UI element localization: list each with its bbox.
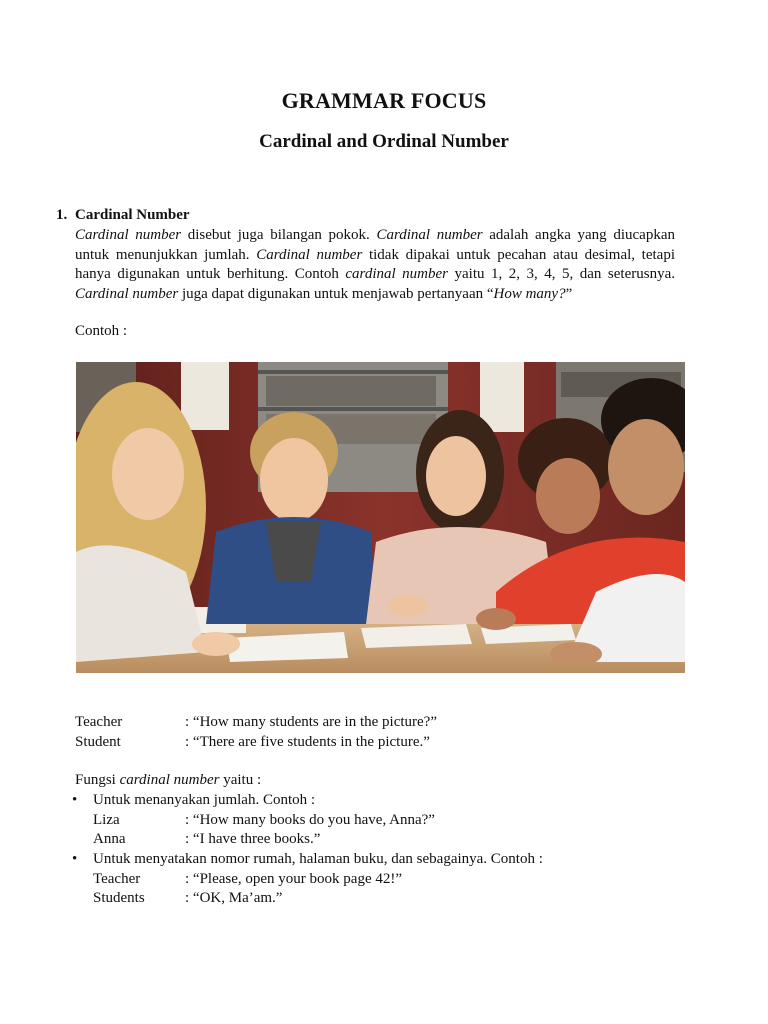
students-photo-image	[76, 362, 685, 673]
bullet-icon: •	[72, 792, 78, 808]
function-intro-text: yaitu :	[219, 772, 262, 788]
dialog-utterance: : “There are five students in the picture.”	[185, 734, 430, 750]
term-italic: How many?	[493, 285, 566, 302]
section-heading	[56, 207, 190, 224]
example-label: Contoh :	[75, 323, 128, 339]
section-number: 1.	[56, 207, 68, 223]
paragraph-text: untuk menunjukkan jumlah.	[75, 246, 257, 263]
term-italic: Cardinal number	[75, 285, 179, 302]
paragraph-text: juga dapat digunakan untuk menjawab pertanyaan “	[178, 285, 494, 302]
term-italic: Cardinal number	[75, 227, 182, 243]
section-title: Cardinal Number	[75, 207, 190, 223]
term-italic: Cardinal number	[256, 246, 363, 263]
paragraph-line	[75, 285, 675, 305]
paragraph-text: disebut juga bilangan pokok.	[181, 227, 377, 243]
function-intro	[75, 772, 261, 789]
paragraph-text: hanya digunakan untuk berhitung. Contoh	[75, 266, 346, 282]
function-intro-text: Fungsi	[75, 772, 120, 788]
dialog-utterance: : “How many students are in the picture?”	[185, 714, 437, 730]
page-subtitle: Cardinal and Ordinal Number	[259, 131, 509, 152]
dialog-utterance: : “How many books do you have, Anna?”	[185, 812, 435, 828]
dialog-utterance: : “Please, open your book page 42!”	[185, 871, 403, 887]
dialog-speaker: Student	[75, 734, 121, 750]
paragraph-line	[75, 226, 675, 246]
students-photo	[76, 362, 685, 673]
dialog-speaker: Teacher	[75, 714, 123, 730]
paragraph-text: yaitu 1, 2, 3, 4, 5, dan seterusnya.	[448, 266, 675, 282]
dialog-speaker: Teacher	[93, 871, 141, 887]
paragraph-text: tidak dipakai untuk pecahan atau desimal, tetapi	[362, 246, 675, 263]
dialog-speaker: Anna	[93, 831, 126, 847]
dialog-speaker: Liza	[93, 812, 120, 828]
function-intro-term: cardinal number	[119, 772, 220, 788]
bullet-icon: •	[72, 851, 78, 867]
term-italic: cardinal number	[345, 266, 448, 282]
dialog-speaker: Students	[93, 890, 145, 906]
definition-paragraph	[75, 226, 675, 304]
dialog-utterance: : “I have three books.”	[185, 831, 321, 847]
dialog-utterance: : “OK, Ma’am.”	[185, 890, 283, 906]
paragraph-line	[75, 265, 675, 285]
list-item-text: Untuk menanyakan jumlah. Contoh :	[93, 792, 316, 808]
paragraph-text: ”	[565, 285, 573, 302]
page-title: GRAMMAR FOCUS	[281, 88, 487, 113]
paragraph-text: adalah angka yang diucapkan	[482, 227, 675, 243]
list-item-text: Untuk menyatakan nomor rumah, halaman buku, dan sebagainya. Contoh :	[93, 851, 543, 867]
paragraph-line	[75, 246, 675, 266]
term-italic: Cardinal number	[376, 227, 483, 243]
